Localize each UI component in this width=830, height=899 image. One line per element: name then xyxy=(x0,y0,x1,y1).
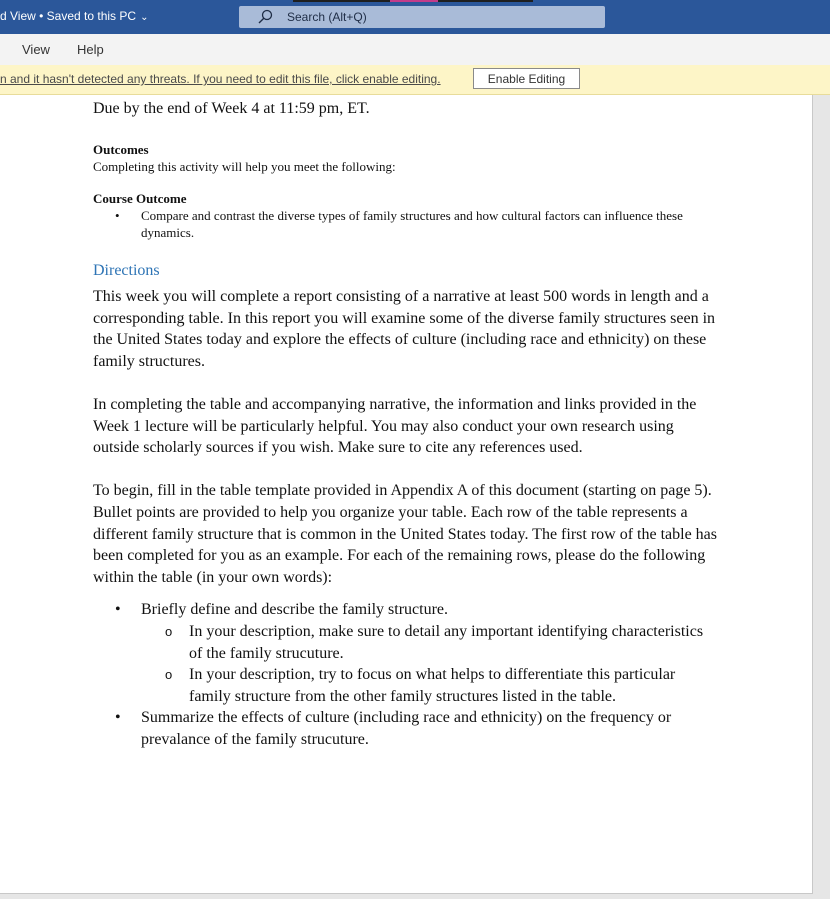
list-item-text: Briefly define and describe the family structure. xyxy=(141,601,448,619)
menu-view[interactable]: View xyxy=(22,42,50,57)
menu-bar xyxy=(0,34,830,66)
due-date-text: Due by the end of Week 4 at 11:59 pm, ET. xyxy=(93,100,370,117)
course-outcome-list xyxy=(93,207,718,241)
sub-list-item-text: In your description, make sure to detail any important identifying characteristics of the family strucuture. xyxy=(189,622,704,662)
outcomes-text: Completing this activity will help you meet the following: xyxy=(93,159,396,174)
search-placeholder: Search (Alt+Q) xyxy=(287,10,367,24)
protected-view-message[interactable]: n and it hasn't detected any threats. If you need to edit this file, click enable editing. xyxy=(0,72,441,86)
directions-paragraph-1: This week you will complete a report consisting of a narrative at least 500 words in length and a corresponding table. In this report you will examine some of the diverse family structures seen in the United States today and explore the effects of culture (including race and ethnicity) on these family structures. xyxy=(93,288,716,370)
course-outcome-item xyxy=(93,207,718,241)
circle-bullet-icon: o xyxy=(165,667,173,683)
sub-list-item-text: In your description, try to focus on what helps to differentiate this particular family structure from the other family structures listed in the table. xyxy=(189,666,676,705)
sub-list xyxy=(141,621,718,707)
protected-view-bar xyxy=(0,65,830,95)
directions-paragraph-3: To begin, fill in the table template provided in Appendix A of this document (starting on page 5). Bullet points are provided to help you organize your table. Each row of the table represents a different family structure that is common in the United States today. The first row of the table has been completed for you as an example. For each of the remaining rows, please do the following within the table (in your own words): xyxy=(93,482,717,586)
sub-list-item xyxy=(141,621,718,664)
bullet-icon: • xyxy=(115,208,120,223)
instructions-list xyxy=(93,599,718,750)
circle-bullet-icon: o xyxy=(165,623,173,639)
course-outcome-heading: Course Outcome xyxy=(93,191,187,206)
list-item xyxy=(93,707,718,750)
title-accent-strip xyxy=(293,0,533,2)
sub-list-item xyxy=(141,664,718,707)
search-icon xyxy=(257,9,273,25)
directions-paragraph-2: In completing the table and accompanying narrative, the information and links provided in the Week 1 lecture will be particularly helpful. You may also conduct your own research using outside scholarly sources if you wish. Make sure to cite any references used. xyxy=(93,395,697,457)
search-box[interactable] xyxy=(239,6,605,28)
document-page[interactable] xyxy=(0,95,813,894)
document-content xyxy=(93,95,718,750)
outcomes-heading: Outcomes xyxy=(93,142,149,157)
chevron-down-icon[interactable]: ⌄ xyxy=(140,12,149,23)
bullet-icon: • xyxy=(115,601,121,619)
vertical-scrollbar[interactable] xyxy=(813,95,830,899)
title-accent-highlight xyxy=(390,0,438,2)
list-item-text: Summarize the effects of culture (including race and ethnicity) on the frequency or prevalance of the family strucuture. xyxy=(141,709,672,748)
enable-editing-button[interactable]: Enable Editing xyxy=(473,68,580,89)
menu-help[interactable]: Help xyxy=(77,42,104,57)
directions-heading: Directions xyxy=(93,262,160,279)
document-title[interactable] xyxy=(0,9,148,23)
document-status-text: d View • Saved to this PC xyxy=(0,9,137,23)
title-bar xyxy=(0,0,830,34)
list-item xyxy=(93,599,718,707)
bullet-icon: • xyxy=(115,709,121,727)
course-outcome-text: Compare and contrast the diverse types of family structures and how cultural factors can influence these dynamics. xyxy=(141,208,683,240)
